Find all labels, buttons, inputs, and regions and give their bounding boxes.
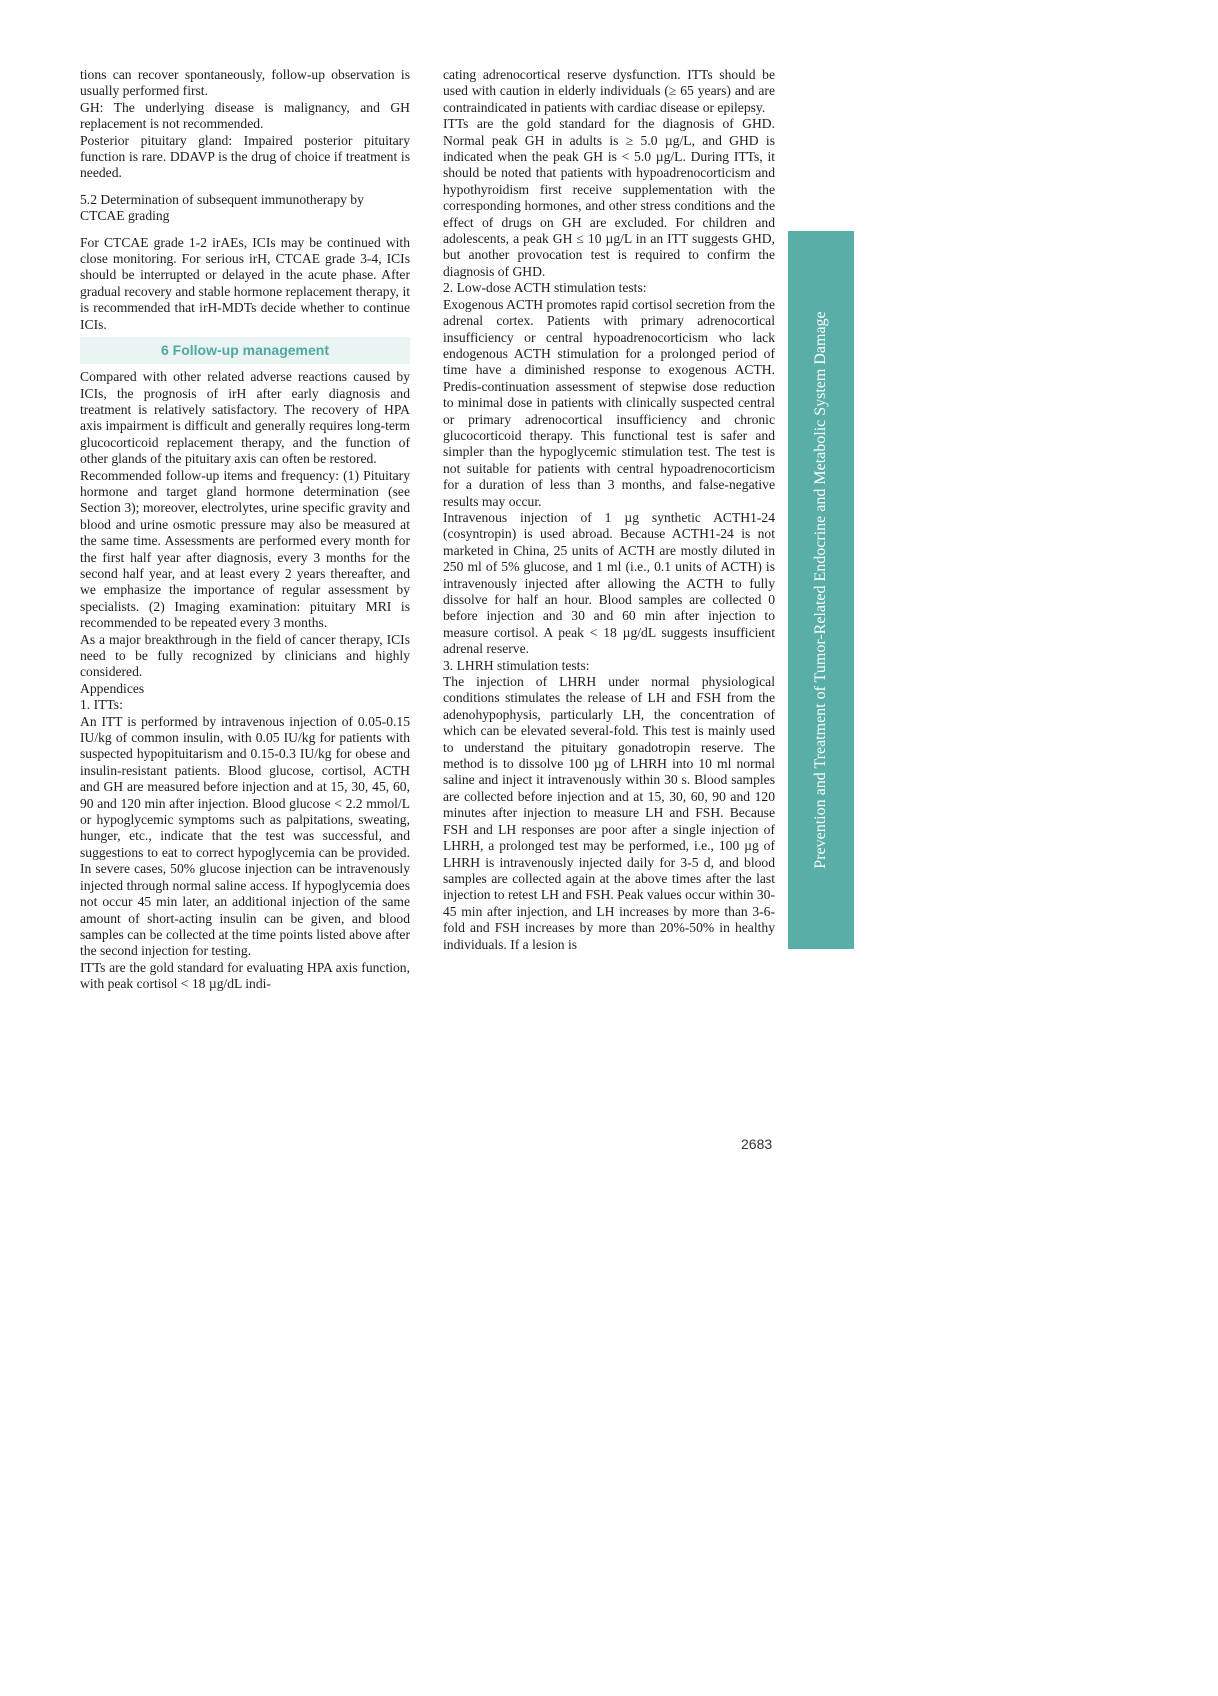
paragraph: ITTs are the gold standard for evaluating HPA axis function, with peak cortisol < 18 µg/dL indi-: [80, 959, 410, 992]
appendix-item-heading: 2. Low-dose ACTH stimulation tests:: [443, 280, 647, 296]
paragraph: tions can recover spontaneously, follow-up observation is usually performed first.: [80, 67, 410, 99]
paragraph: Posterior pituitary gland: Impaired posterior pituitary function is rare. DDAVP is the drug of choice if treatment is needed.: [80, 132, 410, 181]
paragraph: For CTCAE grade 1-2 irAEs, ICIs may be continued with close monitoring. For serious irH, CTCAE grade 3-4, ICIs should be interrupted or delayed in the acute phase. After gradual recovery and stable hormone replacement therapy, it is recommended that irH-MDTs decide whether to continue ICIs.: [80, 234, 410, 332]
paragraph: cating adrenocortical reserve dysfunction. ITTs should be used with caution in elderly individuals (≥ 65 years) and are contraindicated in patients with cardiac disease or epilepsy.: [443, 67, 775, 115]
paragraph: An ITT is performed by intravenous injection of 0.05-0.15 IU/kg of common insulin, with 0.05 IU/kg for patients with suspected hypopituitarism and 0.15-0.3 IU/kg for obese and insulin-resistant patients. Blood glucose, cortisol, ACTH and GH are measured before injection and at 15, 30, 45, 60, 90 and 120 min after injection. Blood glucose < 2.2 mmol/L or hypoglycemic symptoms such as palpitations, sweating, hunger, etc., indicate that the test was successful, and suggestions to eat to correct hypoglycemia can be provided. In severe cases, 50% glucose injection can be intravenously injected through normal saline access. If hypoglycemia does not occur 45 min later, an additional injection of the same amount of short-acting insulin can be given, and blood samples can be collected at the time points listed above after the second injection for testing.: [80, 713, 410, 959]
appendix-item-heading: 3. LHRH stimulation tests:: [443, 657, 590, 673]
section-title: 6 Follow-up management: [80, 337, 410, 364]
paragraph: As a major breakthrough in the field of cancer therapy, ICIs need to be fully recognized by clinicians and highly considered.: [80, 631, 410, 680]
paragraph: ITTs are the gold standard for the diagnosis of GHD. Normal peak GH in adults is ≥ 5.0 µg/L, and GHD is indicated when the peak GH is < 5.0 µg/L. During ITTs, it should be noted that patients with hypoadrenocorticism and hypothyroidism first receive supplementation with the corresponding hormones, and other stress conditions and the effect of drugs on GH are excluded. For children and adolescents, a peak GH ≤ 10 µg/L in an ITT suggests GHD, but another provocation test is required to confirm the diagnosis of GHD.: [443, 116, 775, 279]
paragraph: Intravenous injection of 1 µg synthetic ACTH1-24 (cosyntropin) is used abroad. Because ACTH1-24 is not marketed in China, 25 units of ACTH are mostly diluted in 250 ml of 5% glucose, and 1 ml (i.e., 0.1 units of ACTH) is intravenously injected after allowing the ACTH to fully dissolve for half an hour. Blood samples are collected 0 before injection and 30 and 60 min after injection to measure cortisol. A peak < 18 µg/dL suggests insufficient adrenal reserve.: [443, 509, 775, 657]
appendix-item-heading: 1. ITTs:: [80, 697, 123, 713]
left-text-column: [80, 67, 410, 993]
side-banner: [788, 231, 854, 949]
paragraph: The injection of LHRH under normal physiological conditions stimulates the release of LH and FSH from the adenohypophysis, particularly LH, the concentration of which can be elevated several-fold. This test is mainly used to understand the pituitary gonadotropin reserve. The method is to dissolve 100 µg of LHRH into 10 ml normal saline and inject it intravenously within 30 s. Blood samples are collected before injection and at 15, 30, 60, 90 and 120 minutes after injection to measure LH and FSH. Because FSH and LH responses are poor after a single injection of LHRH, a prolonged test may be performed, i.e., 100 µg of LHRH is intravenously injected daily for 3-5 d, and blood samples are collected again at the above times after the last injection to retest LH and FSH. Peak values occur within 30-45 min after injection, and LH increases by more than 3-6-fold and FSH increases by more than 20%-50% in healthy individuals. If a lesion is: [443, 674, 775, 952]
paragraph: Recommended follow-up items and frequency: (1) Pituitary hormone and target gland hormone determination (see Section 3); moreover, electrolytes, urine specific gravity and blood and urine osmotic pressure may also be measured at the same time. Assessments are performed every month for the first half year after diagnosis, every 3 months for the second half year, and at least every 2 years thereafter, and we emphasize the importance of regular assessment by specialists. (2) Imaging examination: pituitary MRI is recommended to be repeated every 3 months.: [80, 467, 410, 631]
appendices-heading: Appendices: [80, 680, 145, 696]
page-number: 2683: [741, 1136, 773, 1152]
right-text-column: [443, 67, 775, 953]
side-banner-title: Prevention and Treatment of Tumor-Related Endocrine and Metabolic System Damage: [812, 311, 829, 869]
paragraph: Compared with other related adverse reactions caused by ICIs, the prognosis of irH after early diagnosis and treatment is relatively satisfactory. The recovery of HPA axis impairment is difficult and generally requires long-term glucocorticoid replacement therapy, and the function of other glands of the pituitary axis can often be restored.: [80, 369, 410, 467]
subsection-heading: 5.2 Determination of subsequent immunotherapy by CTCAE grading: [80, 191, 364, 224]
paragraph: Exogenous ACTH promotes rapid cortisol secretion from the adrenal cortex. Patients with primary adrenocortical insufficiency or central hypoadrenocorticism who lack endogenous ACTH stimulation for a prolonged period of time have a diminished response to exogenous ACTH. Predis-continuation assessment of stepwise dose reduction to minimal dose in patients with clinically suspected central or primary adrenocortical insufficiency and chronic glucocorticoid therapy. This functional test is safer and simpler than the hypoglycemic stimulation test. The test is not suitable for patients with central hypoadrenocorticism for a duration of less than 3 months, and false-negative results may occur.: [443, 296, 775, 509]
paragraph: GH: The underlying disease is malignancy, and GH replacement is not recommended.: [80, 99, 410, 132]
